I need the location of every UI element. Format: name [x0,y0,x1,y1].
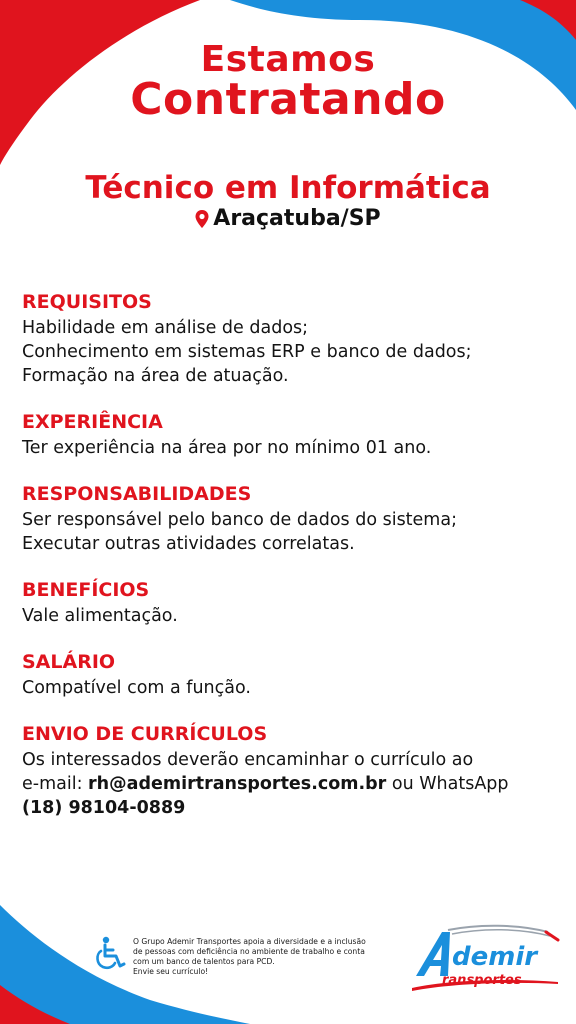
job-title: Técnico em Informática [85,170,491,206]
inclusion-note-line: de pessoas com deficiência no ambiente de trabalho e conta [133,947,365,956]
section-salario [22,650,562,700]
svg-text:ransportes: ransportes [442,973,522,988]
inclusion-note-line: Envie seu currículo! [133,967,209,976]
job-block [0,168,576,232]
section-title: REQUISITOS [22,291,152,313]
envio-email-line [22,772,562,796]
location-text: Araçatuba/SP [213,206,381,231]
section-responsabilidades [22,482,562,556]
whatsapp-phone[interactable]: (18) 98104-0889 [22,798,186,818]
envio-line: Os interessados deverão encaminhar o currículo ao [22,750,474,770]
ademir-transportes-logo [408,918,566,998]
section-title: BENEFÍCIOS [22,579,150,601]
requisito-line: Formação na área de atuação. [22,366,289,386]
section-title: RESPONSABILIDADES [22,483,252,505]
section-title: SALÁRIO [22,651,116,673]
section-envio-curriculos [22,722,562,820]
requisito-line: Conhecimento em sistemas ERP e banco de dados; [22,342,472,362]
email-address[interactable]: rh@ademirtransportes.com.br [88,774,387,794]
beneficio-line: Vale alimentação. [22,606,178,626]
section-title: EXPERIÊNCIA [22,411,163,433]
responsabilidade-line: Executar outras atividades correlatas. [22,534,355,554]
svg-text:demir: demir [452,942,538,972]
section-title: ENVIO DE CURRÍCULOS [22,723,268,745]
wheelchair-icon [94,936,128,972]
section-beneficios [22,578,562,628]
email-prefix: e-mail: [22,774,89,794]
email-suffix: ou WhatsApp [386,774,509,794]
experiencia-line: Ter experiência na área por no mínimo 01 ano. [22,438,432,458]
inclusion-note-line: com um banco de talentos para PCD. [133,957,275,966]
section-requisitos [22,290,562,388]
header-line-estamos: Estamos [200,39,376,80]
responsabilidade-line: Ser responsável pelo banco de dados do sistema; [22,510,457,530]
hiring-header [0,39,576,125]
header-line-contratando: Contratando [130,74,446,125]
salario-line: Compatível com a função. [22,678,251,698]
job-location [0,206,576,232]
location-pin-icon [195,210,209,228]
inclusion-note [133,937,393,977]
job-details [22,290,562,842]
section-experiencia [22,410,562,460]
requisito-line: Habilidade em análise de dados; [22,318,309,338]
inclusion-note-line: O Grupo Ademir Transportes apoia a diversidade e a inclusão [133,937,366,946]
